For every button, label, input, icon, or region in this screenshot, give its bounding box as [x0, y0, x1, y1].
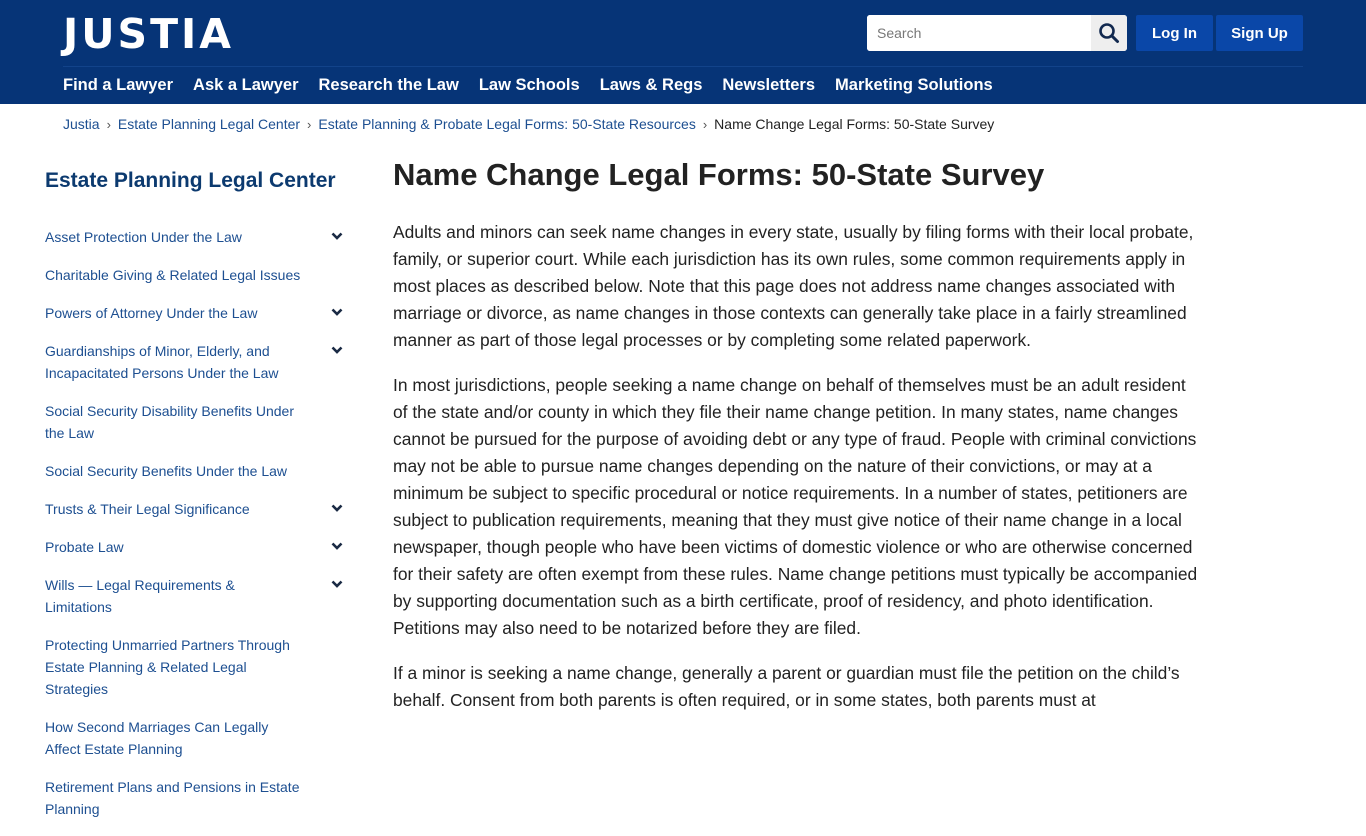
sidebar-item-link[interactable]: Powers of Attorney Under the Law [45, 305, 258, 321]
nav-laws-regs[interactable]: Laws & Regs [599, 76, 703, 94]
sidebar-item-powers-of-attorney [45, 302, 345, 324]
nav-research-the-law[interactable]: Research the Law [318, 76, 459, 94]
article-paragraph: In most jurisdictions, people seeking a name change on behalf of themselves must be an adult resident of the state and/or county in which they file their name change petition. In many states, name changes cannot be pursued for the purpose of avoiding debt or any type of fraud. People with criminal convictions may not be able to pursue name changes depending on the nature of their convictions, or may at a minimum be subject to specific procedural or notice requirements. In a number of states, petitioners are subject to publication requirements, meaning that they must give notice of their name change in a local newspaper, though people who have been victims of domestic violence or who are otherwise concerned for their safety are often exempt from these rules. Name change petitions must typically be accompanied by supporting documentation such as a birth certificate, proof of residency, and photo identification. Petitions may also need to be notarized before they are filed. [393, 375, 1198, 638]
main-nav [63, 76, 993, 94]
nav-newsletters[interactable]: Newsletters [722, 76, 816, 94]
nav-marketing-solutions[interactable]: Marketing Solutions [835, 76, 993, 94]
chevron-down-icon[interactable] [331, 230, 343, 242]
sidebar [45, 168, 345, 836]
search-icon [1098, 22, 1120, 44]
breadcrumb-legal-forms[interactable]: Estate Planning & Probate Legal Forms: 50-State Resources [318, 116, 696, 132]
sidebar-list [45, 226, 345, 820]
sidebar-item-link[interactable]: Social Security Benefits Under the Law [45, 463, 288, 479]
nav-ask-a-lawyer[interactable]: Ask a Lawyer [193, 76, 299, 94]
signup-button[interactable]: Sign Up [1216, 15, 1303, 51]
sidebar-item-link[interactable]: Asset Protection Under the Law [45, 229, 242, 245]
sidebar-item-link[interactable]: Guardianships of Minor, Elderly, and Incapacitated Persons Under the Law [45, 343, 279, 381]
page-title: Name Change Legal Forms: 50-State Survey [393, 157, 1045, 192]
nav-find-a-lawyer[interactable]: Find a Lawyer [63, 76, 174, 94]
article [393, 155, 1198, 732]
sidebar-item-link[interactable]: Trusts & Their Legal Significance [45, 501, 250, 517]
chevron-down-icon[interactable] [331, 578, 343, 590]
search-box [867, 15, 1127, 51]
sidebar-item-link[interactable]: How Second Marriages Can Legally Affect Estate Planning [45, 719, 269, 757]
sidebar-item-ssdi [45, 400, 345, 444]
sidebar-item-link[interactable]: Charitable Giving & Related Legal Issues [45, 267, 301, 283]
nav-law-schools[interactable]: Law Schools [478, 76, 580, 94]
article-paragraph: If a minor is seeking a name change, generally a parent or guardian must file the petition on the child’s behalf. Consent from both parents is often required, or in some states, both parents must at [393, 663, 1180, 710]
breadcrumb-separator: › [702, 116, 708, 132]
justia-logo[interactable]: JUSTIA [63, 10, 235, 58]
login-button[interactable]: Log In [1136, 15, 1213, 51]
sidebar-item-guardianships [45, 340, 345, 384]
chevron-down-icon[interactable] [331, 344, 343, 356]
site-header [0, 0, 1366, 104]
sidebar-item-link[interactable]: Protecting Unmarried Partners Through Estate Planning & Related Legal Strategies [45, 637, 290, 697]
article-paragraph: Adults and minors can seek name changes in every state, usually by filing forms with their local probate, family, or superior court. While each jurisdiction has its own rules, some common requirements apply in most places as described below. Note that this page does not address name changes associated with marriage or divorce, as name changes in those contexts can generally take place in a fairly streamlined manner as part of those legal processes or by completing some related paperwork. [393, 222, 1194, 350]
sidebar-item-retirement-plans [45, 776, 345, 820]
sidebar-item-link[interactable]: Probate Law [45, 539, 124, 555]
breadcrumb-justia[interactable]: Justia [63, 116, 100, 132]
sidebar-item-charitable-giving [45, 264, 345, 286]
chevron-down-icon[interactable] [331, 306, 343, 318]
breadcrumb-current: Name Change Legal Forms: 50-State Survey [714, 116, 995, 132]
sidebar-item-social-security [45, 460, 345, 482]
sidebar-title[interactable]: Estate Planning Legal Center [45, 169, 336, 192]
sidebar-item-probate-law [45, 536, 345, 558]
header-divider [63, 66, 1303, 67]
sidebar-item-unmarried-partners [45, 634, 345, 700]
search-input[interactable] [867, 15, 1091, 51]
sidebar-item-link[interactable]: Retirement Plans and Pensions in Estate Planning [45, 779, 300, 817]
chevron-down-icon[interactable] [331, 540, 343, 552]
breadcrumb-separator: › [106, 116, 111, 132]
sidebar-item-second-marriages [45, 716, 345, 760]
sidebar-item-link[interactable]: Social Security Disability Benefits Under the Law [45, 403, 294, 441]
breadcrumb [63, 116, 994, 132]
sidebar-item-link[interactable]: Wills — Legal Requirements & Limitations [45, 577, 235, 615]
breadcrumb-separator: › [307, 116, 312, 132]
chevron-down-icon[interactable] [331, 502, 343, 514]
search-button[interactable] [1091, 15, 1127, 51]
breadcrumb-estate-planning-legal-center[interactable]: Estate Planning Legal Center [117, 116, 301, 132]
sidebar-item-wills [45, 574, 345, 618]
sidebar-item-asset-protection [45, 226, 345, 248]
sidebar-item-trusts [45, 498, 345, 520]
